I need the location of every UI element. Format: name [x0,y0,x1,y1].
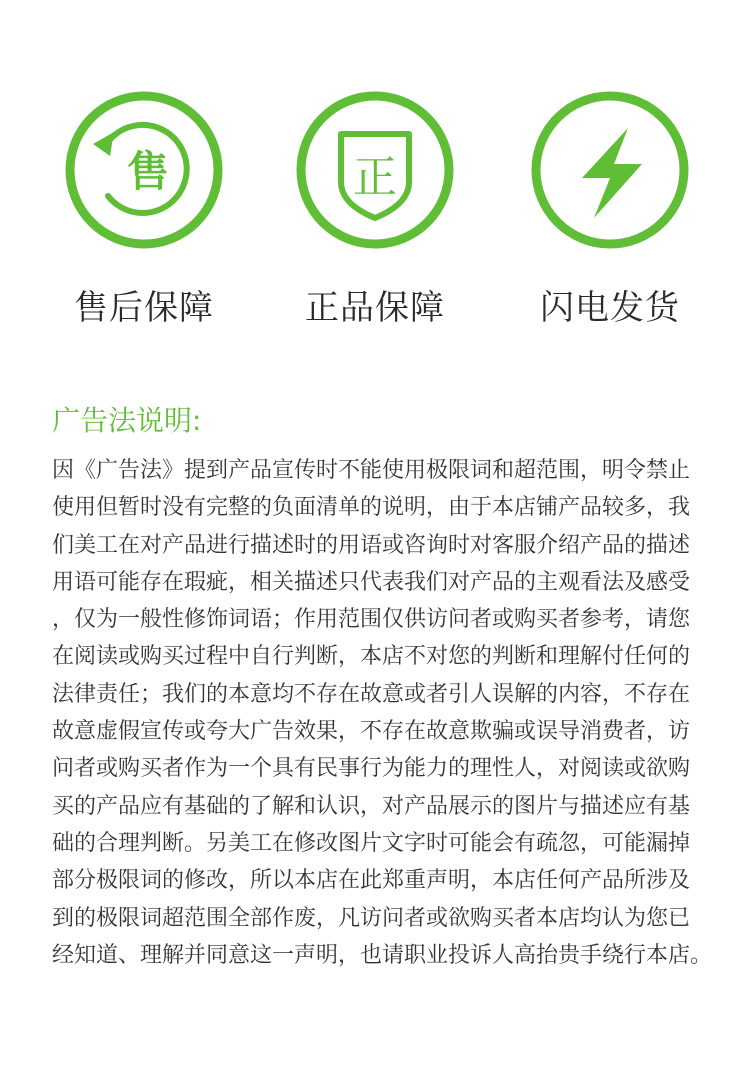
feature-label-after-sales: 售后保障 [74,288,214,328]
shield-icon-char: 正 [353,152,397,203]
ad-notice-line: 问者或购买者作为一个具有民事行为能力的理性人，对阅读或欲购 [52,756,691,782]
ad-notice-line: 买的产品应有基础的了解和认识，对产品展示的图片与描述应有基 [52,793,691,819]
ad-notice-line: 因《广告法》提到产品宣传时不能使用极限词和超范围，明令禁止 [52,458,691,483]
feature-label-genuine: 正品保障 [305,288,445,328]
ad-notice-line: 故意虚假宣传或夸大广告效果，不存在故意欺骗或误导消费者，访 [52,719,691,745]
lightning-icon [530,90,690,250]
ad-notice-title: 广告法说明: [52,404,202,437]
ad-notice-line: 使用但暂时没有完整的负面清单的说明，由于本店铺产品较多，我 [52,495,691,521]
ad-law-notice [52,400,712,974]
ad-notice-line: 部分极限词的修改，所以本店在此郑重声明，本店任何产品所涉及 [52,868,691,894]
ad-notice-line: 法律责任；我们的本意均不存在故意或者引人误解的内容，不存在 [52,681,691,707]
features-row [0,82,750,332]
feature-fast-shipping [490,82,730,332]
ad-notice-line: ，仅为一般性修饰词语；作用范围仅供访问者或购买者参考，请您 [52,607,691,633]
feature-genuine [255,82,495,332]
ad-notice-line: 用语可能存在瑕疵，相关描述只代表我们对产品的主观看法及感受 [52,569,691,595]
ad-notice-line: 们美工在对产品进行描述时的用语或咨询时对客服介绍产品的描述 [52,532,691,558]
ad-notice-body [52,452,712,974]
shield-icon [295,90,455,250]
feature-label-fast-shipping: 闪电发货 [540,288,680,328]
decorative-top-strip [18,34,732,48]
ad-notice-line: 经知道、理解并同意这一声明，也请职业投诉人高抬贵手绕行本店。 [52,942,713,968]
ad-notice-line: 础的合理判断。另美工在修改图片文字时可能会有疏忽，可能漏掉 [52,830,691,856]
ad-notice-line: 到的极限词超范围全部作废，凡访问者或欲购买者本店均认为您已 [52,905,691,931]
feature-after-sales [24,82,264,332]
ad-notice-line: 在阅读或购买过程中自行判断，本店不对您的判断和理解付任何的 [52,644,691,670]
sale-cycle-icon [64,90,224,250]
sale-icon-char: 售 [126,147,170,196]
